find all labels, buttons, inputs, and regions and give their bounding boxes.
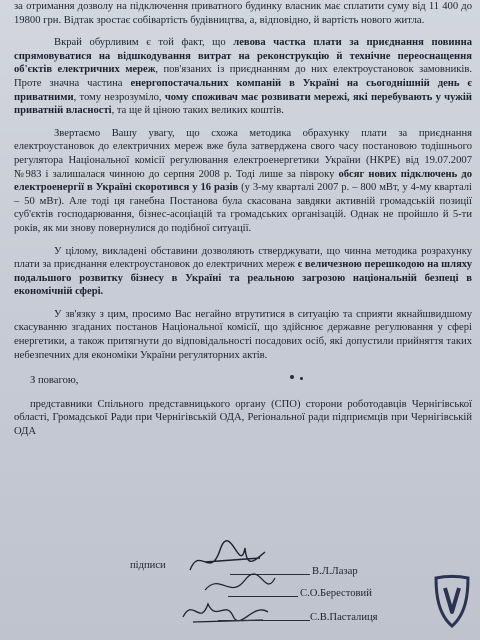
signatories-description: представники Спільного представницького органу (СПО) сторони роботодавців Чернігівської області, Громадської Ради при Чернігівській ОДА, Регіональної ради підприємців при Чернігівській ОДА	[14, 398, 472, 438]
emphasis-text: чому споживач має розвивати мережі, які перебувають у чужій приватній власності	[14, 91, 472, 117]
signature-scribble-3	[178, 592, 278, 632]
paragraph-text: за отримання дозволу на підключення приватного будинку власник має сплатити суму від 11 400 до 19800 грн. Відтак зростає собівартість будівництва, а, відповідно, й вартість нового житла.	[14, 1, 472, 26]
paragraph-text: Звертаємо Вашу увагу, що схожа методика обрахунку плати за приєднання електроустановок до електричних мереж вже була затверджена свого часу постановою тодішнього регулятора Національної комісії регулювання електроенергетики України (НКРЕ) від 19.07.2007 №983 і залишалася чинною до серпня 2008 р. Тоді лише за півроку	[14, 127, 472, 180]
paragraph-text: У зв'язку з цим, просимо Вас негайно втрутитися в ситуацію та сприяти якнайшвидшому скасуванню згаданих постанов Національної комісії, що здійснює державне регулювання у сфері енергетики, а також притягнути до відповідальності посадових осіб, які допустили прийняття таких небезпечних для економіки України регуляторних актів.	[14, 308, 472, 361]
ink-dot	[290, 375, 294, 379]
signer-2-name: С.О.Берестовий	[300, 588, 372, 599]
signature-line-3	[218, 620, 310, 621]
emphasis-text: енергопостачальних компаній в Україні на сьогоднішній день є приватними	[14, 77, 472, 103]
paragraph-4	[14, 245, 472, 299]
emphasis-text: обсяг нових підключень до електроенергії в Україні скоротився у 16 разів	[14, 168, 472, 194]
emphasis-text: левова частка плати за приєднання повинна спрямовуватися на відшкодування витрат на реконструкцію й технічне переоснащення об'єктів електричних мереж	[14, 37, 472, 76]
letter-body	[14, 0, 472, 439]
emphasis-text: є величезною перешкодою на шляху подальшого розвитку бізнесу в Україні та реальною загрозою національній безпеці в економічній сфері.	[14, 259, 472, 298]
paragraph-text: (у 3-му кварталі 2007 р. – 800 мВт, у 4-му кварталі – 50 мВт). Але тоді ця ганебна Постанова була скасована завдяки активній громадській позиції суб'єктів господарювання, бізнес-асоціацій та громадських організацій. Однак не пройшло й 5-ти років, як ми знову повернулися до подібної ситуації.	[14, 182, 473, 234]
paragraph-text: Вкрай обурливим є той факт, що	[54, 37, 234, 49]
signer-3-name: С.В.Пасталиця	[310, 612, 378, 623]
paragraph-text: У цілому, викладені обставини дозволяють стверджувати, що чинна методика розрахунку плати за приєднання електроустановок до електричних мереж	[14, 245, 472, 271]
paragraph-3	[14, 127, 472, 236]
paragraph-5	[14, 308, 472, 362]
paragraph-text: , та ще й ціною таких великих коштів.	[111, 105, 284, 117]
closing-phrase: З повагою,	[30, 375, 79, 387]
paragraph-1	[14, 0, 472, 27]
signatures-label: підписи	[130, 560, 166, 571]
v-letter-logo-icon	[430, 572, 474, 630]
paragraph-2	[14, 36, 472, 118]
signer-1-name: В.Л.Лазар	[312, 566, 358, 577]
ink-dot	[300, 377, 303, 380]
paragraph-text: , тому незрозуміло,	[73, 91, 165, 103]
paragraph-text: , пов'язаних із приєднанням до них електроустановок замовників. Проте значна частина	[14, 64, 472, 89]
signature-block	[0, 548, 458, 638]
